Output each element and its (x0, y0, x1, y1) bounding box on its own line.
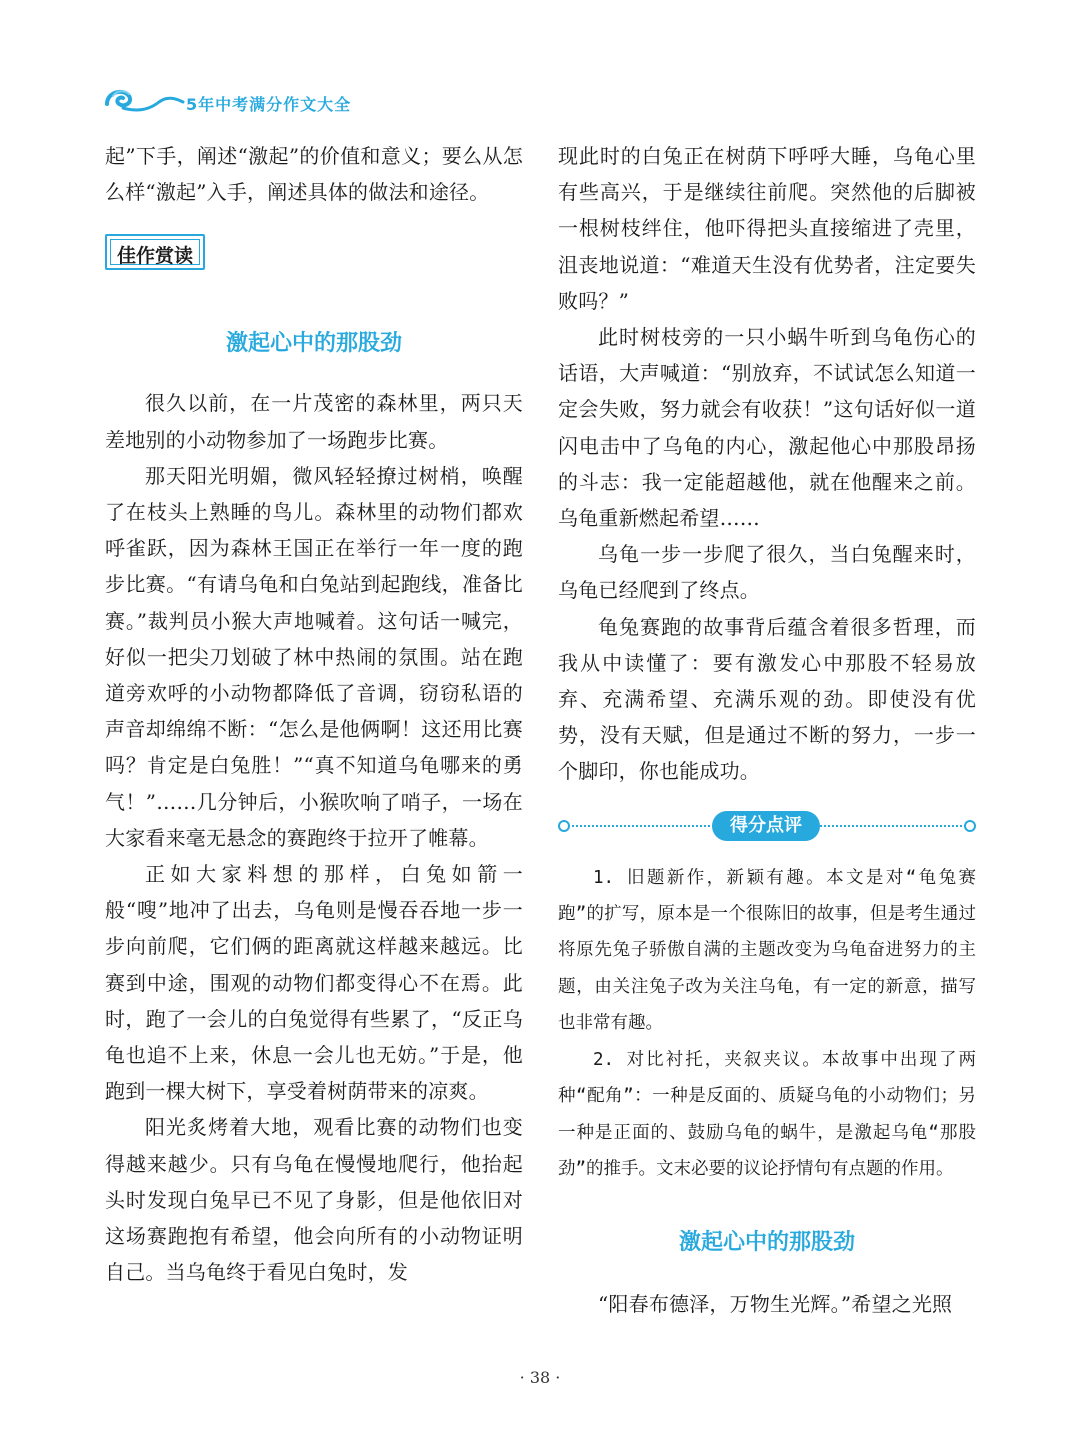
cloud-swirl-logo-icon (103, 82, 185, 118)
article-paragraph: 阳光炙烤着大地，观看比赛的动物们也变得越来越少。只有乌龟在慢慢地爬行，他抬起头时发现白兔早已不见了身影，但是他依旧对这场赛跑抱有希望，他会向所有的小动物证明自己。当乌龟终于看见白兔时，发 (105, 1115, 523, 1285)
second-article-paragraph: “阳春布德泽，万物生光辉。”希望之光照 (598, 1292, 953, 1317)
section-tag-box (105, 234, 205, 270)
section-tag-container (105, 234, 523, 280)
second-article-title: 激起心中的那股劲 (678, 1230, 855, 1256)
article-title: 激起心中的那股劲 (225, 331, 402, 357)
divider-dot-icon (558, 820, 570, 832)
comment-header-bar (558, 808, 976, 844)
page-number: · 38 · (519, 1368, 561, 1387)
article-paragraph: 乌龟一步一步爬了很久，当白兔醒来时，乌龟已经爬到了终点。 (558, 542, 976, 603)
intro-paragraph: 起”下手，阐述“激起”的价值和意义；要么从怎么样“激起”入手，阐述具体的做法和途径。 (105, 144, 523, 205)
article-paragraph: 正如大家料想的那样，白兔如箭一般“嗖”地冲了出去，乌龟则是慢吞吞地一步一步向前爬，它们俩的距离就这样越来越远。比赛到中途，围观的动物们都变得心不在焉。此时，跑了一会儿的白兔觉得有些累了，“反正乌龟也追不上来，休息一会儿也无妨。”于是，他跑到一棵大树下，享受着树荫带来的凉爽。 (105, 862, 523, 1104)
section-tag-label: 佳作赏读 (116, 245, 193, 268)
divider-dot-icon (964, 820, 976, 832)
page-header (103, 82, 503, 122)
article-paragraph: 此时树枝旁的一只小蜗牛听到乌龟伤心的话语，大声喊道：“别放弃，不试试怎么知道一定会失败，努力就会有收获！”这句话好似一道闪电击中了乌龟的内心，激起他心中那股昂扬的斗志：我一定能超越他，就在他醒来之前。乌龟重新燃起希望…… (558, 325, 976, 531)
right-column (558, 138, 976, 1323)
article-paragraph: 那天阳光明媚，微风轻轻撩过树梢，唤醒了在枝头上熟睡的鸟儿。森林里的动物们都欢呼雀跃，因为森林王国正在举行一年一度的跑步比赛。“有请乌龟和白兔站到起跑线，准备比赛。”裁判员小猴大声地喊着。这句话一喊完，好似一把尖刀划破了林中热闹的氛围。站在跑道旁欢呼的小动物都降低了音调，窃窃私语的声音却绵绵不断：“怎么是他俩啊！这还用比赛吗？肯定是白兔胜！”“真不知道乌龟哪来的勇气！”……几分钟后，小猴吹响了哨子，一场在大家看来毫无悬念的赛跑终于拉开了帷幕。 (105, 463, 523, 850)
left-column (105, 138, 523, 1290)
article-paragraph: 现此时的白兔正在树荫下呼呼大睡，乌龟心里有些高兴，于是继续往前爬。突然他的后脚被一根树枝绊住，他吓得把头直接缩进了壳里，沮丧地说道：“难道天生没有优势者，注定要失败吗？” (558, 144, 976, 313)
article-paragraph: 很久以前，在一片茂密的森林里，两只天差地别的小动物参加了一场跑步比赛。 (105, 391, 523, 452)
comment-badge: 得分点评 (712, 811, 820, 841)
book-title: 5年中考满分作文大全 (186, 95, 352, 114)
article-paragraph: 龟兔赛跑的故事背后蕴含着很多哲理，而我从中读懂了：要有激发心中那股不轻易放弃、充满希望、充满乐观的劲。即使没有优势，没有天赋，但是通过不断的努力，一步一个脚印，你也能成功。 (558, 614, 976, 784)
comment-paragraph: 2. 对比衬托，夹叙夹议。本故事中出现了两种“配角”：一种是反面的、质疑乌龟的小动物们；另一种是正面的、鼓励乌龟的蜗牛，是激起乌龟“那股劲”的推手。文末必要的议论抒情句有点题的作用。 (558, 1049, 976, 1179)
comment-paragraph: 1. 旧题新作，新颖有趣。本文是对“龟兔赛跑”的扩写，原本是一个很陈旧的故事，但是考生通过将原先兔子骄傲自满的主题改变为乌龟奋进努力的主题，由关注兔子改为关注乌龟，有一定的新意，描写也非常有趣。 (558, 867, 976, 1034)
